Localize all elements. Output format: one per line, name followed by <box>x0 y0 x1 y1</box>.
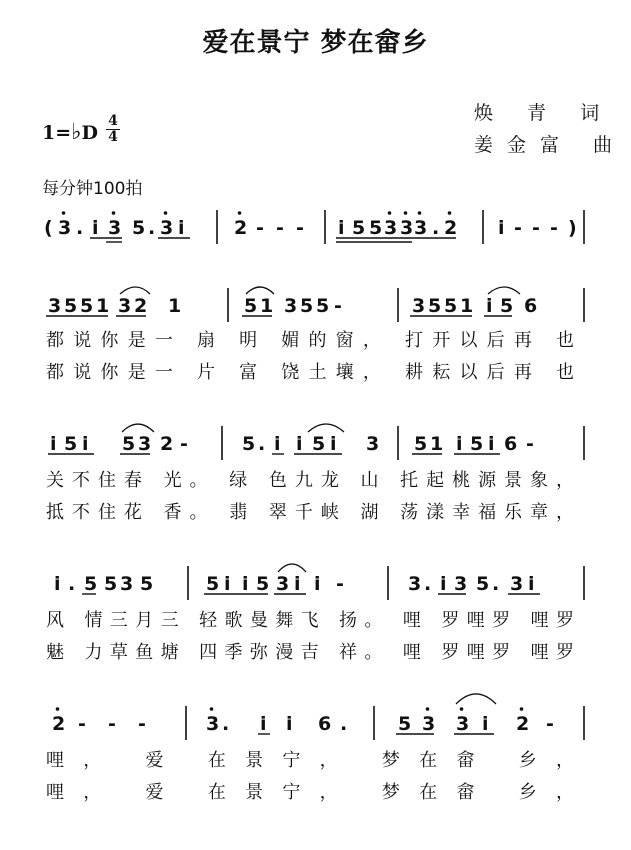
svg-text:5: 5 <box>500 295 514 317</box>
svg-text:3: 3 <box>276 573 290 595</box>
svg-text:3: 3 <box>118 295 132 317</box>
svg-text:.: . <box>424 573 432 595</box>
svg-text:1: 1 <box>260 295 274 317</box>
note <box>58 211 71 239</box>
flat-symbol: ♭ <box>71 119 82 145</box>
svg-text:.: . <box>148 217 156 239</box>
system-4 <box>46 564 584 663</box>
svg-text:3: 3 <box>414 217 428 239</box>
svg-text:6: 6 <box>504 433 518 455</box>
key-note: D <box>81 122 99 144</box>
svg-text:3: 3 <box>510 573 524 595</box>
svg-text:5: 5 <box>206 573 220 595</box>
svg-text:-: - <box>546 713 554 735</box>
svg-text:3: 3 <box>58 217 72 239</box>
lyrics-verse-2: 哩， 爱 在景宁， 梦在畲 乡， <box>46 782 574 803</box>
system-3 <box>46 424 584 523</box>
svg-text:3: 3 <box>48 295 62 317</box>
svg-text:i: i <box>486 295 493 317</box>
svg-text:3: 3 <box>384 217 398 239</box>
svg-text:5: 5 <box>122 433 136 455</box>
svg-text:5: 5 <box>476 573 490 595</box>
svg-text:3: 3 <box>412 295 426 317</box>
svg-text:3: 3 <box>366 433 380 455</box>
svg-text:5: 5 <box>369 217 383 239</box>
svg-text:3: 3 <box>120 573 134 595</box>
svg-text:2: 2 <box>52 713 66 735</box>
svg-text:i: i <box>224 573 231 595</box>
svg-text:3: 3 <box>422 713 436 735</box>
svg-text:3: 3 <box>206 713 220 735</box>
lyrics-verse-1: 关不住春 光。 绿 色九龙 山 托起桃源景象， <box>46 470 574 491</box>
svg-text:2: 2 <box>234 217 248 239</box>
svg-text:-: - <box>526 433 534 455</box>
svg-text:i: i <box>440 573 447 595</box>
svg-text:2: 2 <box>160 433 174 455</box>
svg-text:-: - <box>138 713 146 735</box>
svg-text:5: 5 <box>444 295 458 317</box>
svg-text:5: 5 <box>312 433 326 455</box>
paren-open: ( <box>44 217 53 239</box>
svg-text:3: 3 <box>454 573 468 595</box>
lyrics-verse-1: 哩， 爱 在景宁， 梦在畲 乡， <box>46 750 574 771</box>
lyricist-credit: 焕 青 词 <box>474 102 614 124</box>
svg-text:.: . <box>492 573 500 595</box>
svg-text:-: - <box>276 217 284 239</box>
lyrics-verse-2: 抵不住花 香。 翡 翠千峡 湖 荡漾幸福乐章， <box>46 502 574 523</box>
svg-text:3: 3 <box>108 217 122 239</box>
svg-text:i: i <box>314 573 321 595</box>
svg-text:.: . <box>432 217 440 239</box>
svg-text:-: - <box>336 573 344 595</box>
svg-text:.: . <box>258 433 266 455</box>
svg-text:i: i <box>92 217 99 239</box>
svg-text:i: i <box>488 433 495 455</box>
svg-text:i: i <box>338 217 345 239</box>
svg-text:5: 5 <box>244 295 258 317</box>
svg-text:2: 2 <box>516 713 530 735</box>
svg-text:i: i <box>82 433 89 455</box>
svg-text:5: 5 <box>104 573 118 595</box>
svg-text:5: 5 <box>352 217 366 239</box>
svg-text:3: 3 <box>160 217 174 239</box>
svg-text:i: i <box>294 573 301 595</box>
lyrics-verse-2: 都说你是一 片 富 饶土壤， 耕耘以后再 也 <box>46 362 574 383</box>
svg-text:5: 5 <box>140 573 154 595</box>
svg-text:5: 5 <box>256 573 270 595</box>
system-5 <box>46 694 584 803</box>
svg-text:i: i <box>242 573 249 595</box>
svg-text:i: i <box>456 433 463 455</box>
lyrics-verse-2: 魅 力草鱼塘 四季弥漫吉 祥。 哩 罗哩罗 哩罗 <box>46 642 574 663</box>
svg-text:-: - <box>180 433 188 455</box>
svg-text:-: - <box>532 217 540 239</box>
song-title: 爱在景宁 梦在畲乡 <box>202 28 429 58</box>
svg-text:5: 5 <box>132 217 146 239</box>
key-equals: = <box>55 122 72 144</box>
svg-text:3: 3 <box>400 217 414 239</box>
svg-text:-: - <box>550 217 558 239</box>
svg-text:5: 5 <box>414 433 428 455</box>
svg-text:-: - <box>108 713 116 735</box>
svg-text:-: - <box>296 217 304 239</box>
svg-text:.: . <box>222 713 230 735</box>
key-degree: 1 <box>42 122 56 144</box>
lyrics-verse-1: 都说你是一 扇 明 媚的窗， 打开以后再 也 <box>46 330 574 351</box>
svg-text:i: i <box>178 217 185 239</box>
svg-text:-: - <box>78 713 86 735</box>
svg-text:i: i <box>330 433 337 455</box>
svg-text:i: i <box>286 713 293 735</box>
svg-text:5: 5 <box>428 295 442 317</box>
svg-text:6: 6 <box>318 713 332 735</box>
svg-text:5: 5 <box>242 433 256 455</box>
tempo-marking: 每分钟100拍 <box>42 179 143 199</box>
svg-text:2: 2 <box>444 217 458 239</box>
svg-text:2: 2 <box>134 295 148 317</box>
dot-rhythm: . <box>76 217 84 239</box>
svg-text:5: 5 <box>398 713 412 735</box>
svg-text:i: i <box>498 217 505 239</box>
composer-credit: 姜金富 曲 <box>474 134 627 156</box>
system-1 <box>44 210 584 244</box>
svg-text:i: i <box>528 573 535 595</box>
svg-text:3: 3 <box>284 295 298 317</box>
svg-text:3: 3 <box>456 713 470 735</box>
svg-text:3: 3 <box>138 433 152 455</box>
svg-text:5: 5 <box>316 295 330 317</box>
svg-text:5: 5 <box>300 295 314 317</box>
svg-text:5: 5 <box>470 433 484 455</box>
svg-text:5: 5 <box>80 295 94 317</box>
meter-top: 4 <box>108 113 118 129</box>
svg-text:i: i <box>54 573 61 595</box>
svg-text:-: - <box>256 217 264 239</box>
svg-text:-: - <box>514 217 522 239</box>
svg-text:i: i <box>296 433 303 455</box>
svg-text:5: 5 <box>64 295 78 317</box>
meter-bottom: 4 <box>108 129 118 145</box>
svg-text:): ) <box>568 217 577 239</box>
svg-text:1: 1 <box>460 295 474 317</box>
svg-text:-: - <box>334 295 342 317</box>
system-2 <box>46 287 584 383</box>
svg-text:5: 5 <box>64 433 78 455</box>
svg-text:3: 3 <box>408 573 422 595</box>
lyrics-verse-1: 风 情三月三 轻歌曼舞飞 扬。 哩 罗哩罗 哩罗 <box>46 610 574 631</box>
svg-text:1: 1 <box>430 433 444 455</box>
svg-text:1: 1 <box>96 295 110 317</box>
svg-text:6: 6 <box>524 295 538 317</box>
svg-text:5: 5 <box>84 573 98 595</box>
svg-text:i: i <box>274 433 281 455</box>
svg-text:.: . <box>68 573 76 595</box>
svg-text:i: i <box>50 433 57 455</box>
svg-text:.: . <box>340 713 348 735</box>
svg-text:i: i <box>482 713 489 735</box>
svg-text:i: i <box>260 713 267 735</box>
svg-text:1: 1 <box>168 295 182 317</box>
